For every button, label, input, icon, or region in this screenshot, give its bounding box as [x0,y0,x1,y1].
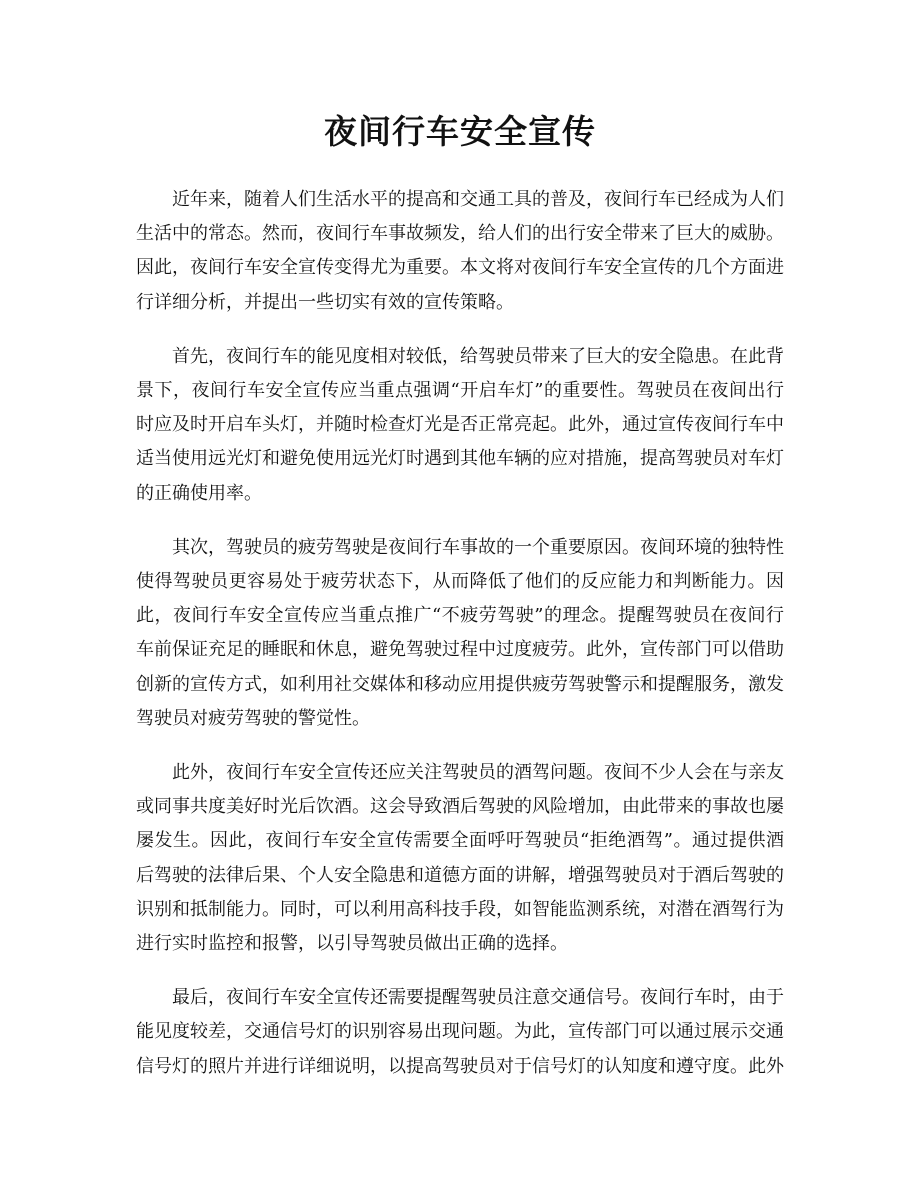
paragraph-intro: 近年来，随着人们生活水平的提高和交通工具的普及，夜间行车已经成为人们生活中的常态。然而，夜间行车事故频发，给人们的出行安全带来了巨大的威胁。因此，夜间行车安全宣传变得尤为重要。本文将对夜间行车安全宣传的几个方面进行详细分析，并提出一些切实有效的宣传策略。 [136,189,784,313]
paragraph-drunk-driving: 此外，夜间行车安全宣传还应关注驾驶员的酒驾问题。夜间不少人会在与亲友或同事共度美好时光后饮酒。这会导致酒后驾驶的风险增加，由此带来的事故也屡屡发生。因此，夜间行车安全宣传需要全面呼吁驾驶员“拒绝酒驾”。通过提供酒后驾驶的法律后果、个人安全隐患和道德方面的讲解，增强驾驶员对于酒后驾驶的识别和抵制能力。同时，可以利用高科技手段，如智能监测系统，对潜在酒驾行为进行实时监控和报警，以引导驾驶员做出正确的选择。 [136,762,784,955]
document-title: 夜间行车安全宣传 [324,112,596,151]
paragraph-traffic-signals: 最后，夜间行车安全宣传还需要提醒驾驶员注意交通信号。夜间行车时，由于能见度较差，交通信号灯的识别容易出现问题。为此，宣传部门可以通过展示交通信号灯的照片并进行详细说明，以提高驾驶员对于信号灯的认知度和遵守度。此外 [136,987,784,1077]
paragraph-fatigue: 其次，驾驶员的疲劳驾驶是夜间行车事故的一个重要原因。夜间环境的独特性使得驾驶员更容易处于疲劳状态下，从而降低了他们的反应能力和判断能力。因此，夜间行车安全宣传应当重点推广“不疲劳驾驶”的理念。提醒驾驶员在夜间行车前保证充足的睡眠和休息，避免驾驶过程中过度疲劳。此外，宣传部门可以借助创新的宣传方式，如利用社交媒体和移动应用提供疲劳驾驶警示和提醒服务，激发驾驶员对疲劳驾驶的警觉性。 [136,536,784,729]
document-body [136,183,784,1104]
paragraph-headlights: 首先，夜间行车的能见度相对较低，给驾驶员带来了巨大的安全隐患。在此背景下，夜间行车安全宣传应当重点强调“开启车灯”的重要性。驾驶员在夜间出行时应及时开启车头灯，并随时检查灯光是否正常亮起。此外，通过宣传夜间行车中适当使用远光灯和避免使用远光灯时遇到其他车辆的应对措施，提高驾驶员对车灯的正确使用率。 [136,345,784,504]
